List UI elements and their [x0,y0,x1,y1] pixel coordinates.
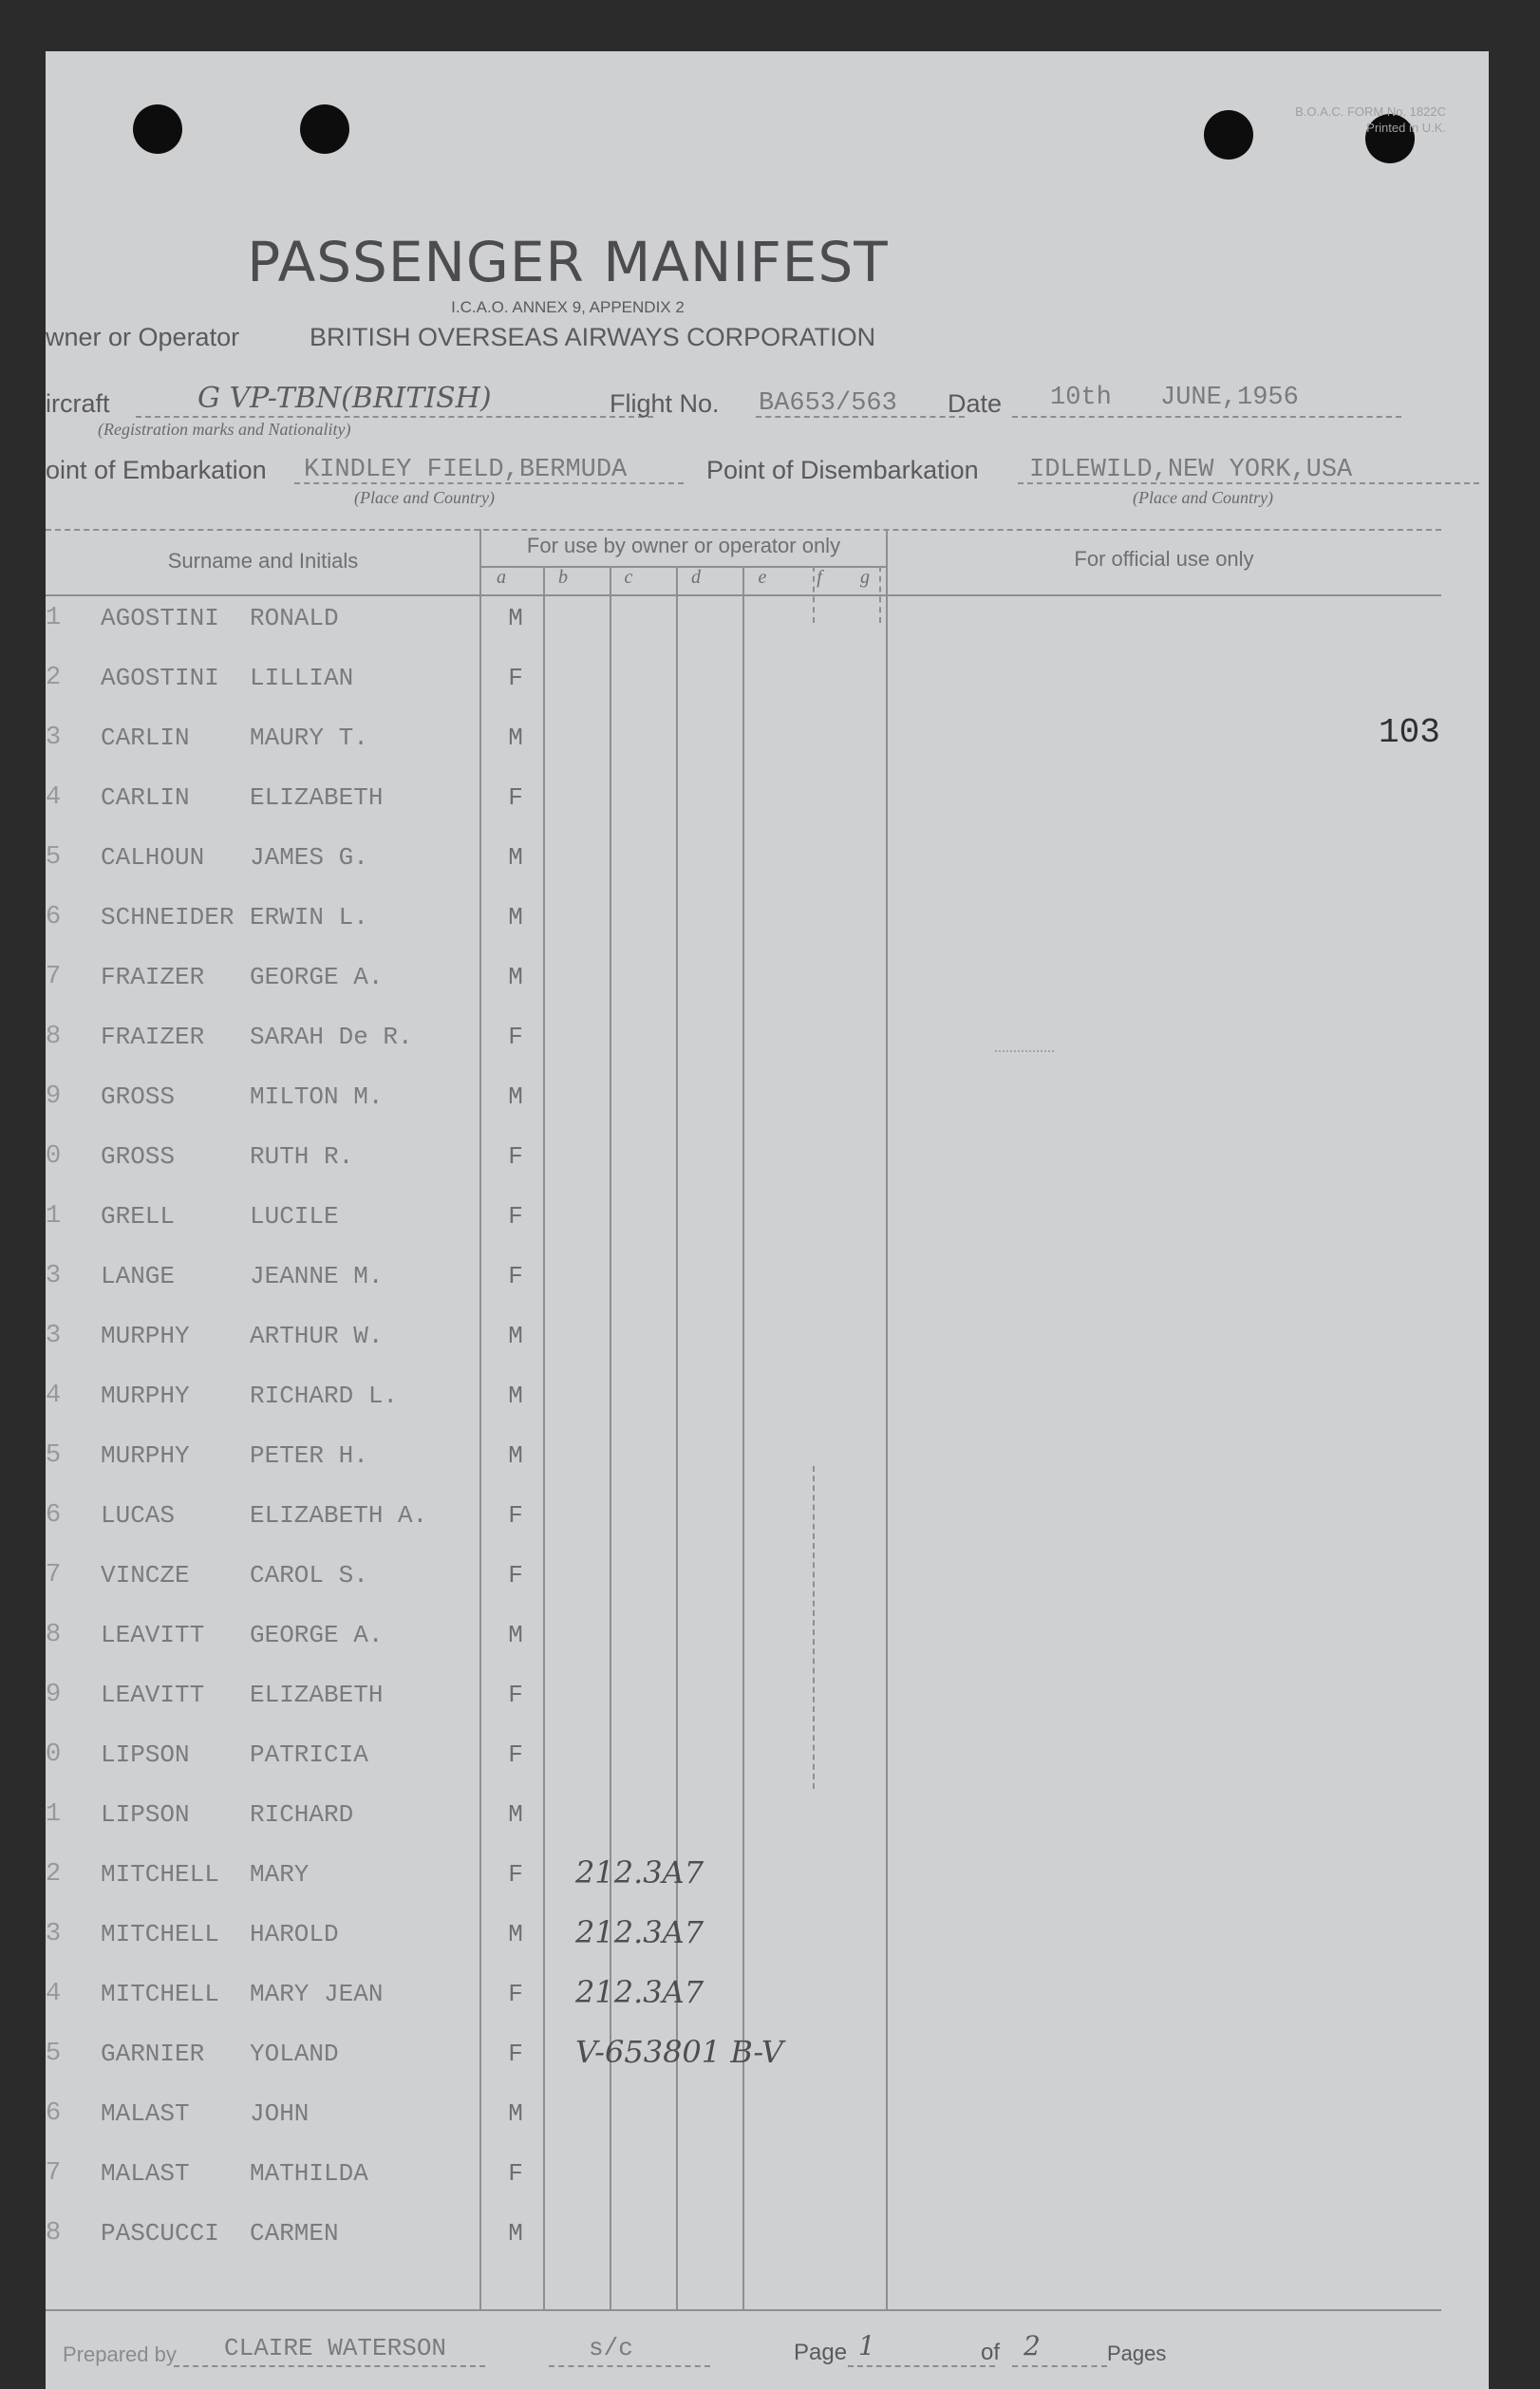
passenger-given-name: JAMES G. [250,843,368,872]
table-row [46,1854,900,1891]
passenger-sex: F [508,2040,523,2068]
passenger-surname: LEAVITT [101,1621,205,1649]
owner-label: wner or Operator [46,323,240,351]
passenger-given-name: ELIZABETH [250,783,384,812]
passenger-sex: M [508,843,523,872]
punch-hole [300,104,349,154]
table-row [46,1202,900,1231]
passenger-given-name: RICHARD [250,1800,354,1829]
column-letter-f: f [817,567,822,588]
table-row [46,1681,900,1709]
table-bottom-rule [46,2309,1441,2311]
row-number: 3 [46,724,62,752]
row-number: 0 [46,1142,62,1171]
passenger-sex: M [508,963,523,991]
passenger-sex: F [508,1561,523,1590]
row-number: 8 [46,2219,62,2248]
table-row [46,783,900,812]
row-number: 7 [46,963,62,991]
passenger-given-name: MILTON M. [250,1082,384,1111]
table-row [46,1974,900,2010]
passenger-sex: F [508,1142,523,1171]
passenger-given-name: MARY [250,1860,310,1889]
handwritten-note: V-653801 B-V [575,2034,784,2070]
row-number: 0 [46,1740,62,1769]
table-row [46,1322,900,1350]
owner-value: BRITISH OVERSEAS AIRWAYS CORPORATION [310,323,876,351]
passenger-surname: MURPHY [101,1382,190,1410]
table-row [46,1621,900,1649]
prepared-label: Prepared by [63,2342,177,2366]
passenger-surname: MURPHY [101,1322,190,1350]
passenger-sex: F [508,2159,523,2188]
flight-value: BA653/563 [759,389,897,418]
pages-label: Pages [1107,2342,1167,2365]
row-number: 7 [46,2159,62,2188]
passenger-surname: MURPHY [101,1441,190,1470]
passenger-sex: M [508,903,523,931]
row-number: 1 [46,604,62,632]
passenger-given-name: CARMEN [250,2219,339,2248]
column-letter-g: g [860,567,870,588]
passenger-given-name: YOLAND [250,2040,339,2068]
official-column-header: For official use only [1074,547,1254,571]
flight-label: Flight No. [610,389,720,418]
aircraft-underline [136,416,653,418]
row-number: 3 [46,1322,62,1350]
row-number: 6 [46,903,62,931]
prepared-value: CLAIRE WATERSON [224,2334,447,2362]
faint-mark [995,1050,1054,1052]
table-row [46,724,900,752]
table-row [46,903,900,931]
handwritten-note: 212.3A7 [575,1914,704,1950]
of-underline [1012,2365,1107,2367]
row-number: 9 [46,1082,62,1111]
row-number: 4 [46,1980,62,2008]
table-row [46,1142,900,1171]
passenger-surname: GROSS [101,1082,176,1111]
table-row [46,1023,900,1051]
prepared-underline [174,2365,485,2367]
page-title: PASSENGER MANIFEST [247,230,889,294]
passenger-given-name: LILLIAN [250,664,354,692]
table-row [46,2219,900,2248]
passenger-sex: F [508,1681,523,1709]
table-row [46,604,900,632]
aircraft-caption: (Registration marks and Nationality) [98,420,351,439]
column-letter-a: a [497,567,506,588]
column-letter-e: e [758,567,767,588]
passenger-surname: GARNIER [101,2040,205,2068]
passenger-sex: M [508,1082,523,1111]
passenger-surname: MALAST [101,2159,190,2188]
handwritten-note: 212.3A7 [575,1854,704,1891]
embark-label: oint of Embarkation [46,456,267,484]
passenger-given-name: MAURY T. [250,724,368,752]
passenger-sex: M [508,2099,523,2128]
embark-value: KINDLEY FIELD,BERMUDA [304,456,628,484]
table-row [46,2034,900,2070]
passenger-surname: VINCZE [101,1561,190,1590]
of-value: 2 [1024,2330,1041,2361]
row-number: 3 [46,1262,62,1290]
passenger-given-name: MARY JEAN [250,1980,384,2008]
passenger-surname: MITCHELL [101,1920,219,1948]
passenger-given-name: GEORGE A. [250,1621,384,1649]
page-underline [848,2365,995,2367]
passenger-given-name: MATHILDA [250,2159,368,2188]
passenger-sex: F [508,1740,523,1769]
passenger-given-name: ARTHUR W. [250,1322,384,1350]
passenger-sex: F [508,1023,523,1051]
of-label: of [981,2340,1001,2365]
disembark-value: IDLEWILD,NEW YORK,USA [1029,456,1353,484]
column-letter-c: c [624,567,633,588]
operator-column-header: For use by owner or operator only [526,534,841,557]
stamp-number: 103 [1379,713,1440,752]
table-row [46,1262,900,1290]
passenger-sex: M [508,1920,523,1948]
row-number: 5 [46,1441,62,1470]
passenger-given-name: PATRICIA [250,1740,368,1769]
column-letter-d: d [691,567,701,588]
passenger-sex: M [508,1382,523,1410]
table-row [46,664,900,692]
table-top-rule [46,529,1441,531]
date-label: Date [948,389,1003,418]
passenger-given-name: LUCILE [250,1202,339,1231]
surname-column-header: Surname and Initials [167,549,359,573]
date-month-year: JUNE,1956 [1160,384,1299,412]
passenger-sex: M [508,1441,523,1470]
row-number: 4 [46,783,62,812]
table-row [46,2099,900,2128]
passenger-given-name: JEANNE M. [250,1262,384,1290]
passenger-given-name: ELIZABETH A. [250,1501,428,1530]
passenger-given-name: HAROLD [250,1920,339,1948]
passenger-surname: CALHOUN [101,843,205,872]
passenger-surname: SCHNEIDER [101,903,235,931]
row-number: 2 [46,1860,62,1889]
prepared-suffix: s/c [589,2334,633,2362]
table-row [46,1082,900,1111]
row-number: 2 [46,664,62,692]
table-row [46,1800,900,1829]
passenger-sex: M [508,2219,523,2248]
passenger-sex: F [508,664,523,692]
row-number: 6 [46,1501,62,1530]
passenger-surname: LEAVITT [101,1681,205,1709]
table-row [46,1382,900,1410]
passenger-given-name: GEORGE A. [250,963,384,991]
passenger-surname: MALAST [101,2099,190,2128]
passenger-surname: LANGE [101,1262,176,1290]
passenger-surname: CARLIN [101,724,190,752]
prepared-suffix-underline [549,2365,710,2367]
form-number: B.O.A.C. FORM No. 1822C Printed in U.K. [1295,104,1446,135]
page-subtitle: I.C.A.O. ANNEX 9, APPENDIX 2 [451,298,685,316]
table-row [46,1914,900,1950]
passenger-surname: PASCUCCI [101,2219,219,2248]
table-row [46,1441,900,1470]
passenger-given-name: CAROL S. [250,1561,368,1590]
passenger-given-name: PETER H. [250,1441,368,1470]
passenger-given-name: RONALD [250,604,339,632]
passenger-surname: GROSS [101,1142,176,1171]
aircraft-label: ircraft [46,389,110,418]
row-number: 8 [46,1023,62,1051]
passenger-surname: MITCHELL [101,1980,219,2008]
passenger-given-name: ERWIN L. [250,903,368,931]
passenger-surname: LIPSON [101,1800,190,1829]
passenger-surname: GRELL [101,1202,176,1231]
passenger-sex: F [508,783,523,812]
column-letter-b: b [558,567,568,588]
page-value: 1 [858,2330,875,2361]
disembark-caption: (Place and Country) [1133,488,1273,507]
table-row [46,1740,900,1769]
passenger-sex: M [508,1322,523,1350]
passenger-given-name: ELIZABETH [250,1681,384,1709]
passenger-surname: AGOSTINI [101,664,219,692]
passenger-sex: M [508,604,523,632]
passenger-surname: FRAIZER [101,1023,205,1051]
passenger-surname: LUCAS [101,1501,176,1530]
passenger-sex: F [508,1262,523,1290]
table-row [46,2159,900,2188]
passenger-given-name: RICHARD L. [250,1382,399,1410]
row-number: 6 [46,2099,62,2128]
passenger-sex: F [508,1980,523,2008]
passenger-surname: CARLIN [101,783,190,812]
passenger-sex: M [508,724,523,752]
row-number: 1 [46,1800,62,1829]
page-label: Page [794,2340,848,2365]
disembark-label: Point of Disembarkation [706,456,979,484]
row-number: 3 [46,1920,62,1948]
passenger-surname: LIPSON [101,1740,190,1769]
passenger-sex: F [508,1202,523,1231]
aircraft-value: G VP-TBN(BRITISH) [197,382,492,415]
passenger-given-name: SARAH De R. [250,1023,413,1051]
table-row [46,1501,900,1530]
row-number: 5 [46,2040,62,2068]
passenger-sex: F [508,1860,523,1889]
passenger-surname: FRAIZER [101,963,205,991]
row-number: 5 [46,843,62,872]
table-row [46,1561,900,1590]
date-underline [1012,416,1401,418]
date-day: 10th [1050,384,1112,412]
row-number: 7 [46,1561,62,1590]
passenger-surname: AGOSTINI [101,604,219,632]
passenger-sex: M [508,1800,523,1829]
passenger-sex: F [508,1501,523,1530]
punch-hole [133,104,182,154]
embark-caption: (Place and Country) [354,488,495,507]
passenger-sex: M [508,1621,523,1649]
passenger-given-name: JOHN [250,2099,310,2128]
table-row [46,963,900,991]
manifest-sheet [46,51,1489,2389]
row-number: 8 [46,1621,62,1649]
row-number: 1 [46,1202,62,1231]
row-number: 4 [46,1382,62,1410]
handwritten-note: 212.3A7 [575,1974,704,2010]
passenger-surname: MITCHELL [101,1860,219,1889]
row-number: 9 [46,1681,62,1709]
passenger-given-name: RUTH R. [250,1142,354,1171]
table-row [46,843,900,872]
